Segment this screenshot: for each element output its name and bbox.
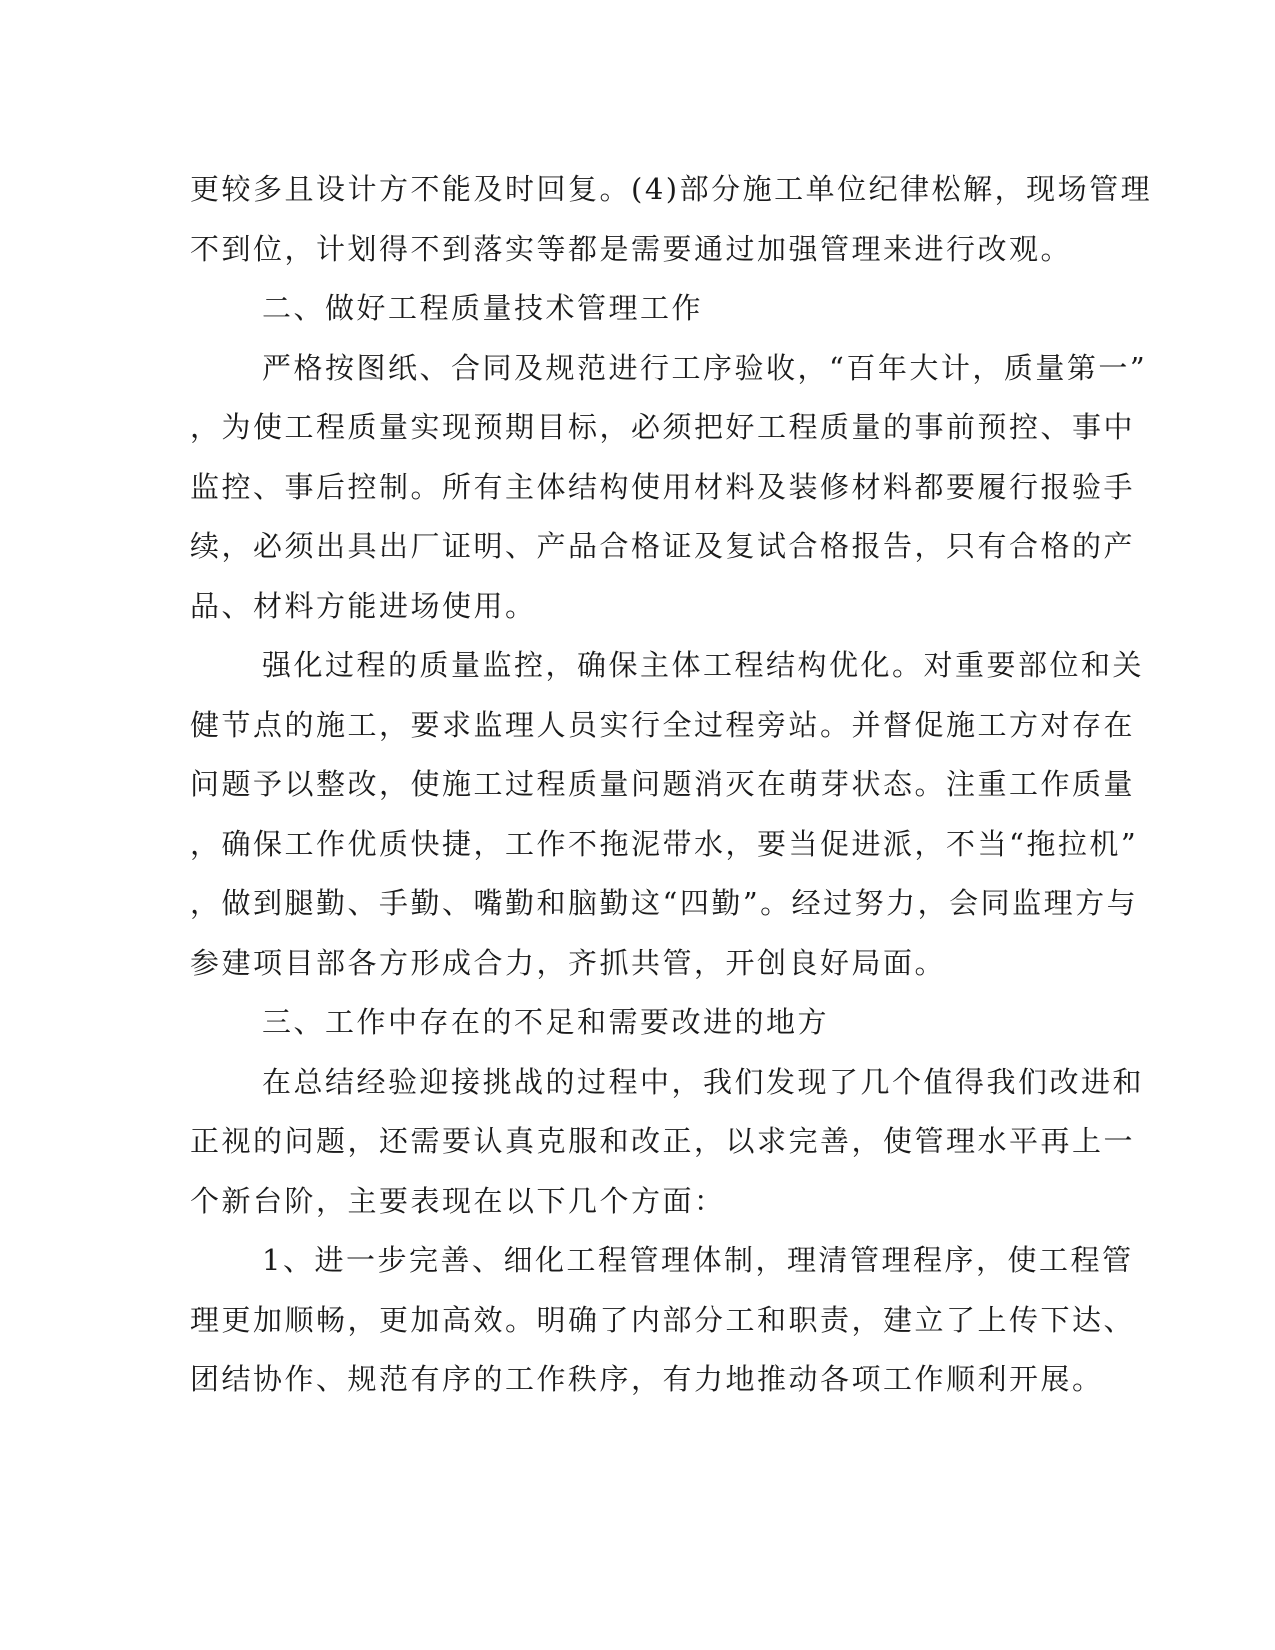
text-line: 更较多且设计方不能及时回复。(4)部分施工单位纪律松解，现场管理 [190, 172, 1153, 206]
text-line: 问题予以整改，使施工过程质量问题消灭在萌芽状态。注重工作质量 [190, 767, 1136, 801]
text-line: ，确保工作优质快捷，工作不拖泥带水，要当促进派，不当“拖拉机” [190, 826, 1139, 861]
text-line: 团结协作、规范有序的工作秩序，有力地推动各项工作顺利开展。 [190, 1362, 1104, 1396]
text-line: ，为使工程质量实现预期目标，必须把好工程质量的事前预控、事中 [190, 410, 1136, 444]
text-line: 参建项目部各方形成合力，齐抓共管，开创良好局面。 [190, 945, 947, 980]
text-line: 健节点的施工，要求监理人员实行全过程旁站。并督促施工方对存在 [190, 707, 1136, 742]
text-line: 品、材料方能进场使用。 [190, 588, 537, 623]
text-line: 正视的问题，还需要认真克服和改正，以求完善，使管理水平再上一 [190, 1124, 1136, 1158]
section-heading: 二、做好工程质量技术管理工作 [262, 291, 704, 325]
text-line: 理更加顺畅，更加高效。明确了内部分工和职责，建立了上传下达、 [190, 1302, 1136, 1337]
text-line: 续，必须出具出厂证明、产品合格证及复试合格报告，只有合格的产 [190, 529, 1136, 563]
text-line: 严格按图纸、合同及规范进行工序验收，“百年大计，质量第一” [262, 350, 1148, 385]
text-line: 在总结经验迎接挑战的过程中，我们发现了几个值得我们改进和 [262, 1064, 1145, 1099]
section-heading: 三、工作中存在的不足和需要改进的地方 [262, 1005, 830, 1039]
text-line: 不到位，计划得不到落实等都是需要通过加强管理来进行改观。 [190, 231, 1073, 266]
text-line: 监控、事后控制。所有主体结构使用材料及装修材料都要履行报验手 [190, 469, 1136, 504]
text-line: 强化过程的质量监控，确保主体工程结构优化。对重要部位和关 [262, 648, 1145, 682]
text-line: 1、进一步完善、细化工程管理体制，理清管理程序，使工程管 [262, 1243, 1134, 1277]
text-line: 个新台阶，主要表现在以下几个方面： [190, 1183, 726, 1218]
body-text [190, 160, 1153, 1410]
text-line: ，做到腿勤、手勤、嘴勤和脑勤这“四勤”。经过努力，会同监理方与 [190, 886, 1139, 920]
